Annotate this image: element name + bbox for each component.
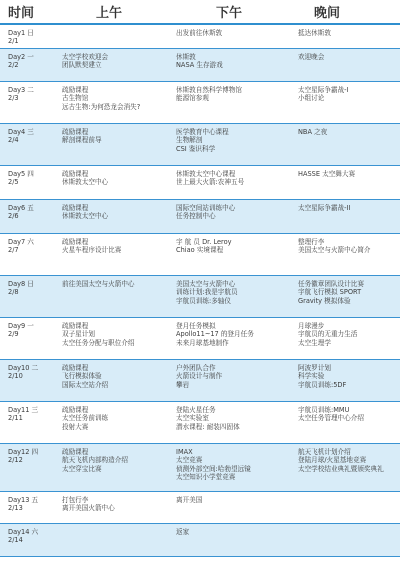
evening-cell	[298, 204, 398, 212]
afternoon-cell-line: 太空知识小学堂竞赛	[176, 473, 236, 482]
schedule-row	[0, 82, 400, 124]
afternoon-cell	[176, 53, 288, 70]
afternoon-cell-line: 潜水课程: 耐装四固体	[176, 422, 240, 431]
evening-cell-line: 宇航员训练:MMU	[298, 406, 350, 414]
evening-cell-line: HASSE 太空舞大赛	[298, 170, 356, 178]
afternoon-cell-line: 美国太空与火箭中心	[176, 280, 236, 288]
afternoon-cell-line: 休斯敦太空中心课程	[176, 170, 236, 178]
evening-cell	[298, 322, 398, 347]
evening-cell-line: 宇航员训练:5DF	[298, 380, 347, 389]
afternoon-cell	[176, 280, 288, 305]
header-evening: 晚间	[314, 5, 341, 21]
afternoon-cell-line: 出发前往休斯敦	[176, 29, 223, 37]
afternoon-cell	[176, 448, 288, 482]
morning-cell	[62, 128, 174, 145]
morning-cell	[62, 86, 174, 111]
day-cell-line: Day10 二	[8, 364, 39, 372]
day-cell-line: 2/10	[8, 372, 23, 381]
afternoon-cell-line: 火箭设计与制作	[176, 372, 223, 381]
morning-cell-line: 打包行李	[62, 496, 89, 504]
evening-cell-line: 抵达休斯敦	[298, 29, 331, 37]
evening-cell-line: 登陆月球/火星基地竞赛	[298, 456, 367, 465]
table-header	[0, 0, 400, 22]
afternoon-cell-line: 户外团队合作	[176, 364, 216, 372]
evening-cell	[298, 238, 398, 255]
afternoon-cell-line: 登月任务模拟	[176, 322, 216, 330]
afternoon-cell-line: 休斯敦自然科学博物馆	[176, 86, 242, 94]
morning-cell-line: 离开美国火箭中心	[62, 504, 115, 513]
morning-cell	[62, 496, 174, 513]
day-cell-line: 2/3	[8, 94, 19, 103]
afternoon-cell	[176, 406, 288, 431]
header-time: 时间	[8, 5, 35, 21]
morning-cell-line: 疏励课程	[62, 322, 89, 330]
header-afternoon: 下午	[216, 5, 243, 21]
day-cell-line: 2/6	[8, 212, 19, 221]
day-cell-line: 2/11	[8, 414, 23, 423]
schedule-row	[0, 200, 400, 234]
afternoon-cell-line: 世上最大火箭:农神五号	[176, 178, 245, 187]
evening-cell	[298, 128, 398, 136]
morning-cell	[62, 53, 174, 70]
afternoon-cell-line: 离开美国	[176, 496, 203, 504]
evening-cell-line: 航天飞机计划介绍	[298, 448, 351, 456]
evening-cell-line: Gravity 模拟体验	[298, 296, 351, 305]
evening-cell-line: 欢迎晚会	[298, 53, 325, 61]
evening-cell	[298, 86, 398, 103]
morning-cell-line: 休斯敦太空中心	[62, 178, 109, 187]
morning-cell-line: 火星车程序设计比赛	[62, 246, 122, 255]
morning-cell-line: 太空任务分配与职位介绍	[62, 338, 135, 347]
afternoon-cell	[176, 86, 288, 103]
header-morning: 上午	[96, 5, 123, 21]
evening-cell-line: 小组讨论	[298, 94, 325, 103]
evening-cell	[298, 280, 398, 305]
evening-cell	[298, 53, 398, 61]
afternoon-cell-line: Apollo11~17 的登月任务	[176, 330, 254, 339]
morning-cell-line: 休斯敦太空中心	[62, 212, 109, 221]
schedule-rows	[0, 25, 400, 557]
day-cell-line: Day7 六	[8, 238, 34, 246]
schedule-row	[0, 360, 400, 402]
afternoon-cell	[176, 364, 288, 389]
evening-cell-line: 科学实验	[298, 372, 325, 381]
afternoon-cell	[176, 128, 288, 153]
evening-cell-line: 美国太空与火箭中心简介	[298, 246, 371, 255]
day-cell-line: 2/7	[8, 246, 19, 255]
afternoon-cell-line: 返家	[176, 528, 190, 536]
evening-cell	[298, 29, 398, 37]
morning-cell-line: 投射大赛	[62, 422, 89, 431]
morning-cell	[62, 204, 174, 221]
schedule-row	[0, 25, 400, 49]
afternoon-cell-line: 任务控制中心	[176, 212, 216, 221]
day-cell-line: 2/2	[8, 61, 19, 70]
afternoon-cell-line: Chiao 实境课程	[176, 246, 224, 255]
afternoon-cell-line: 医学教育中心课程	[176, 128, 229, 136]
morning-cell-line: 疏励课程	[62, 170, 89, 178]
afternoon-cell-line: 宇航员训练:多轴仪	[176, 296, 231, 305]
afternoon-cell	[176, 170, 288, 187]
evening-cell	[298, 170, 398, 178]
morning-cell-line: 太空穿宝比赛	[62, 464, 102, 473]
day-cell-line: Day13 五	[8, 496, 39, 504]
schedule-row	[0, 318, 400, 360]
morning-cell-line: 太空任务前训练	[62, 414, 109, 423]
afternoon-cell-line: NASA 生存游戏	[176, 61, 223, 70]
afternoon-cell-line: 侦测外部空间:哈勃望远镜	[176, 464, 251, 473]
day-cell	[8, 528, 78, 545]
morning-cell-line: 航天飞机内部构造介绍	[62, 456, 128, 465]
schedule-row	[0, 124, 400, 166]
day-cell-line: 2/13	[8, 504, 23, 513]
morning-cell-line: 前往美国太空与火箭中心	[62, 280, 135, 288]
schedule-row	[0, 234, 400, 276]
evening-cell	[298, 406, 398, 423]
afternoon-cell	[176, 204, 288, 221]
day-cell-line: Day1 日	[8, 29, 34, 37]
day-cell-line: 2/12	[8, 456, 23, 465]
evening-cell-line: NBA 之夜	[298, 128, 328, 136]
evening-cell-line: 太空星际争霸战-I	[298, 86, 349, 94]
afternoon-cell-line: IMAX	[176, 448, 193, 456]
morning-cell-line: 团队默契建立	[62, 61, 102, 70]
evening-cell-line: 月球漫步	[298, 322, 325, 330]
morning-cell-line: 远古生物:为何恐龙会消失?	[62, 102, 141, 111]
morning-cell-line: 飞行模拟体验	[62, 372, 102, 381]
afternoon-cell-line: 攀岩	[176, 380, 190, 389]
morning-cell-line: 疏励课程	[62, 364, 89, 372]
day-cell-line: 2/1	[8, 37, 19, 46]
evening-cell-line: 太空学校结业典礼暨颁奖典礼	[298, 464, 384, 473]
evening-cell	[298, 364, 398, 389]
afternoon-cell-line: 太空竞赛	[176, 456, 203, 465]
morning-cell-line: 双子星计划	[62, 330, 95, 339]
day-cell-line: 2/14	[8, 536, 23, 545]
morning-cell-line: 国际太空站介绍	[62, 380, 109, 389]
day-cell-line: Day11 三	[8, 406, 39, 414]
afternoon-cell-line: 生物解剖	[176, 136, 203, 145]
afternoon-cell	[176, 29, 288, 37]
evening-cell-line: 太空任务管理中心介绍	[298, 414, 364, 423]
afternoon-cell-line: 国际空间站训练中心	[176, 204, 236, 212]
day-cell-line: 2/8	[8, 288, 19, 297]
day-cell-line: Day2 一	[8, 53, 34, 61]
evening-cell-line: 宇航飞行模拟 SPORT	[298, 288, 362, 297]
schedule-row	[0, 402, 400, 444]
evening-cell-line: 阿波罗计划	[298, 364, 331, 372]
day-cell-line: Day5 四	[8, 170, 34, 178]
day-cell-line: Day9 一	[8, 322, 34, 330]
morning-cell-line: 疏励课程	[62, 86, 89, 94]
afternoon-cell-line: 休斯敦	[176, 53, 196, 61]
morning-cell-line: 疏励课程	[62, 204, 89, 212]
schedule-row	[0, 276, 400, 318]
afternoon-cell	[176, 238, 288, 255]
afternoon-cell	[176, 528, 288, 536]
evening-cell	[298, 448, 398, 473]
morning-cell-line: 太空学校欢迎会	[62, 53, 109, 61]
day-cell-line: 2/9	[8, 330, 19, 339]
afternoon-cell	[176, 322, 288, 347]
afternoon-cell-line: 太空实验室	[176, 414, 209, 423]
day-cell-line: 2/5	[8, 178, 19, 187]
schedule-row	[0, 166, 400, 200]
morning-cell	[62, 238, 174, 255]
day-cell-line: 2/4	[8, 136, 19, 145]
morning-cell-line: 疏励课程	[62, 128, 89, 136]
morning-cell-line: 疏励课程	[62, 406, 89, 414]
day-cell-line: Day6 五	[8, 204, 34, 212]
afternoon-cell-line: 能源馆参观	[176, 94, 209, 103]
morning-cell-line: 疏励课程	[62, 448, 89, 456]
day-cell-line: Day8 日	[8, 280, 34, 288]
evening-cell-line: 太空生理学	[298, 338, 331, 347]
day-cell-line: Day12 四	[8, 448, 39, 456]
morning-cell	[62, 364, 174, 389]
morning-cell	[62, 170, 174, 187]
evening-cell-line: 太空星际争霸战-II	[298, 204, 351, 212]
afternoon-cell-line: 宇 航 员 Dr. Leroy	[176, 238, 232, 246]
afternoon-cell-line: 训练计划:我是宇航员	[176, 288, 238, 297]
day-cell-line: Day3 二	[8, 86, 34, 94]
morning-cell	[62, 406, 174, 431]
afternoon-cell-line: CSI 鉴识科学	[176, 144, 216, 153]
afternoon-cell-line: 登陆火星任务	[176, 406, 216, 414]
morning-cell-line: 疏励课程	[62, 238, 89, 246]
morning-cell	[62, 448, 174, 473]
morning-cell	[62, 280, 174, 288]
morning-cell	[62, 322, 174, 347]
afternoon-cell-line: 未来月球基地制作	[176, 338, 229, 347]
day-cell-line: Day14 六	[8, 528, 39, 536]
schedule-row	[0, 492, 400, 524]
evening-cell-line: 宇航员的无重力生活	[298, 330, 358, 339]
evening-cell-line: 任务徽章团队设计比赛	[298, 280, 364, 288]
day-cell	[8, 29, 78, 46]
schedule-row	[0, 49, 400, 82]
morning-cell-line: 古生物馆	[62, 94, 89, 103]
schedule-row	[0, 444, 400, 492]
day-cell-line: Day4 三	[8, 128, 34, 136]
morning-cell-line: 解剖课程前导	[62, 136, 102, 145]
evening-cell-line: 整理行李	[298, 238, 325, 246]
schedule-row	[0, 524, 400, 557]
afternoon-cell	[176, 496, 288, 504]
